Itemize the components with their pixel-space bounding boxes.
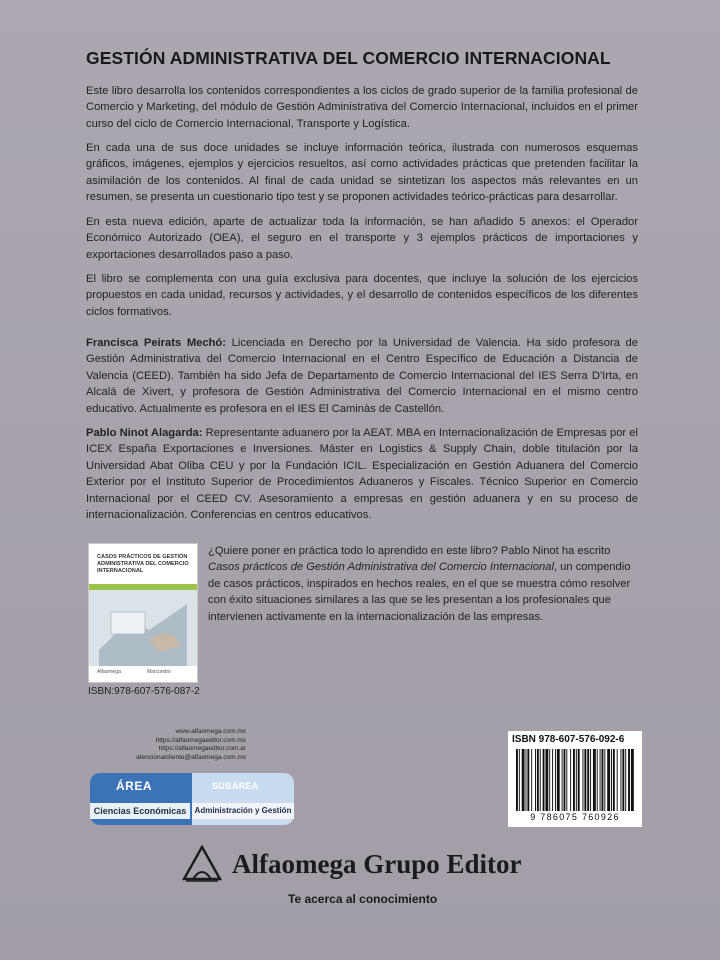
description-paragraph-1: Este libro desarrolla los contenidos correspondientes a los ciclos de grado superior de la familia profesional de Comercio y Marketing, del módulo de Gestión Administrativa del Comercio Internacional, incluidos en el primer curso del ciclo de Comercio Internacional, Transporte y Logística. bbox=[86, 85, 638, 130]
barcode-bar bbox=[543, 749, 545, 811]
related-book-promo bbox=[208, 543, 640, 625]
barcode-bar bbox=[519, 749, 520, 811]
contact-info bbox=[116, 728, 246, 762]
subarea-value: Administración y Gestión bbox=[192, 803, 294, 819]
promo-text-after: , un compendio de casos prácticos, inspirados en hechos reales, en el que se muestra cómo resolver con éxito situaciones similares a las que se les presentan a los profesionales que intervienen activamente en la internacionalización de las empresas. bbox=[208, 561, 631, 623]
promo-book-title: Casos prácticos de Gestión Administrativa del Comercio Internacional bbox=[208, 561, 554, 574]
barcode bbox=[508, 731, 642, 827]
page-title: GESTIÓN ADMINISTRATIVA DEL COMERCIO INTERNACIONAL bbox=[86, 48, 611, 68]
barcode-bar bbox=[516, 749, 518, 811]
subject-area-badge bbox=[90, 773, 294, 825]
subarea-panel bbox=[192, 773, 294, 825]
description-paragraph-4: El libro se complementa con una guía exclusiva para docentes, que incluye la solución de los ejercicios propuestos en cada unidad, recursos y actividades, y el desarrollo de contenidos específicos de los diferentes ciclos formativos. bbox=[86, 273, 638, 318]
barcode-bar bbox=[566, 749, 567, 811]
publisher-name: Alfaomega Grupo Editor bbox=[232, 849, 522, 879]
barcode-bar bbox=[628, 749, 630, 811]
contact-website-1: www.alfaomega.com.mx bbox=[175, 728, 246, 735]
area-value: Ciencias Económicas bbox=[90, 803, 190, 819]
barcode-bar bbox=[570, 749, 571, 811]
barcode-bar bbox=[557, 749, 560, 811]
barcode-bar bbox=[593, 749, 596, 811]
related-book-cover-title: CASOS PRÁCTICOS DE GESTIÓN ADMINISTRATIVA DEL COMERCIO INTERNACIONAL bbox=[97, 554, 189, 574]
barcode-bar bbox=[602, 749, 604, 811]
related-book-cover bbox=[88, 543, 198, 683]
barcode-bar bbox=[576, 749, 577, 811]
author-name-1: Francisca Peirats Mechó: bbox=[86, 337, 226, 349]
barcode-isbn-label: ISBN 978-607-576-092-6 bbox=[512, 734, 625, 745]
barcode-bar bbox=[527, 749, 529, 811]
handshake-photo-icon bbox=[89, 590, 197, 666]
description-paragraph-3: En esta nueva edición, aparte de actualizar toda la información, se han añadido 5 anexos: el Operador Económico Autorizado (OEA), el seguro en el transporte y 3 ejemplos prácticos de importaciones y exportaciones desarrollados paso a paso. bbox=[86, 216, 638, 261]
contact-website-3: https://alfaomegaeditor.com.ar bbox=[158, 745, 246, 753]
barcode-bar bbox=[549, 749, 550, 811]
contact-email: atencionalcliente@alfaomega.com.mx bbox=[136, 753, 246, 761]
barcode-bar bbox=[622, 749, 624, 811]
barcode-bar bbox=[522, 749, 525, 811]
barcode-bar bbox=[621, 749, 622, 811]
description-paragraph-2: En cada una de sus doce unidades se incluye información teórica, ilustrada con numerosos esquemas gráficos, imágenes, ejemplos y ejercicios resueltos, así como actividades prácticas que pretenden facilitar la asimilación de los contenidos. Al final de cada unidad se sintetizan los aspectos más relevantes en un resumen, se presenta un cuestionario tipo test y se proponen actividades teórico-prácticas para desarrollar. bbox=[86, 142, 638, 204]
barcode-bar bbox=[607, 749, 610, 811]
barcode-bar bbox=[562, 749, 563, 811]
barcode-bar bbox=[631, 749, 634, 811]
barcode-bar bbox=[590, 749, 591, 811]
barcode-bar bbox=[526, 749, 527, 811]
author-name-2: Pablo Ninot Alagarda: bbox=[86, 427, 203, 439]
related-book-isbn: ISBN:978-607-576-087-2 bbox=[88, 686, 200, 697]
barcode-bar bbox=[584, 749, 586, 811]
barcode-bar bbox=[540, 749, 541, 811]
barcode-bar bbox=[617, 749, 618, 811]
author-bio-text-2: Representante aduanero por la AEAT. MBA en Internacionalización de Empresas por el ICEX España Exportaciones e Inversiones. Máster en Logistics & Supply Chain, doble titulación por la Universidad Abat Oliba CEU y por la Fundación ICIL. Especialización en Gestión Aduanera del Comercio Exterior por el Instituto Superior de Procedimientos Aduaneros y Fiscales. Técnico Superior en Comercio Internacional por el CEED CV. Asesoramiento a empresas en gestión aduanera y en su proceso de internacionalización. Conferencias en centros educativos. bbox=[86, 427, 638, 522]
barcode-bar bbox=[587, 749, 589, 811]
author-bio-text-1: Licenciada en Derecho por la Universidad de Valencia. Ha sido profesora de Gestión Administrativa del Comercio Internacional en el Centro Específico de Educación a Distancia de Valencia (CEED). También ha sido Jefa de Departamento de Comercio Internacional del IES Serra D'Irta, en Alcalá de Xivert, y profesora de Gestión Administrativa del Comercio Internacional en el mismo centro educativo. Actualmente es profesora en el IES El Caminàs de Castellón. bbox=[86, 337, 638, 415]
barcode-bar bbox=[613, 749, 615, 811]
barcode-bar bbox=[564, 749, 566, 811]
barcode-bar bbox=[600, 749, 601, 811]
barcode-bar bbox=[611, 749, 612, 811]
barcode-bars-icon bbox=[516, 749, 634, 811]
barcode-bar bbox=[625, 749, 626, 811]
subarea-label: SUBÁREA bbox=[212, 781, 259, 791]
cover-photo bbox=[89, 590, 197, 666]
barcode-bar bbox=[578, 749, 580, 811]
publisher-tagline: Te acerca al conocimiento bbox=[288, 892, 438, 906]
barcode-digits: 9 786075 760926 bbox=[530, 812, 620, 822]
area-panel bbox=[90, 773, 192, 825]
area-label: ÁREA bbox=[116, 779, 153, 793]
cover-brand-logo: Marcombo bbox=[147, 669, 171, 675]
barcode-bar bbox=[545, 749, 548, 811]
promo-text-before: ¿Quiere poner en práctica todo lo aprendido en este libro? Pablo Ninot ha escrito bbox=[208, 545, 611, 557]
author-bio-2 bbox=[86, 425, 638, 523]
cover-publisher-logo: Alfaomega bbox=[97, 669, 121, 675]
publisher-logo bbox=[182, 843, 562, 887]
barcode-bar bbox=[537, 749, 539, 811]
barcode-bar bbox=[531, 749, 532, 811]
barcode-bar bbox=[604, 749, 605, 811]
barcode-bar bbox=[535, 749, 536, 811]
barcode-bar bbox=[552, 749, 553, 811]
barcode-bar bbox=[583, 749, 584, 811]
alfaomega-triangle-logo-icon bbox=[182, 845, 222, 883]
barcode-bar bbox=[555, 749, 556, 811]
barcode-bar bbox=[597, 749, 598, 811]
contact-website-2: https://alfaomegaeditor.com.mx bbox=[155, 736, 246, 744]
author-bio-1 bbox=[86, 335, 638, 417]
barcode-bar bbox=[573, 749, 575, 811]
